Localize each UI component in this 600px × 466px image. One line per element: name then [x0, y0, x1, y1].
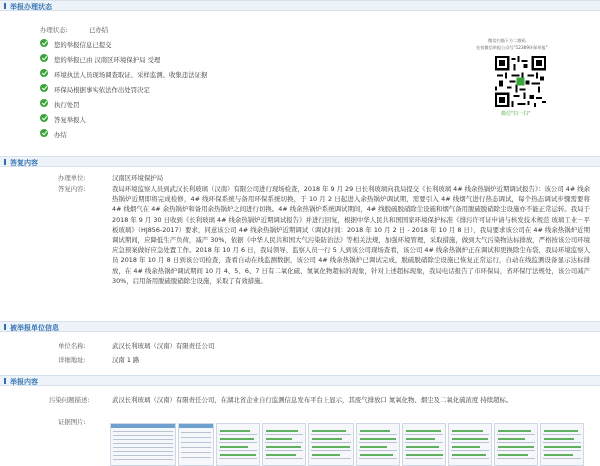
reply-section-title: 答复内容	[10, 159, 38, 167]
unit-section-title: 被举报单位信息	[10, 324, 59, 332]
evidence-image-7[interactable]	[402, 423, 446, 466]
status-value: 已办结	[89, 26, 109, 34]
evidence-image-3[interactable]	[216, 423, 260, 466]
step-label: 办结	[54, 130, 67, 139]
evidence-image-9[interactable]	[494, 423, 538, 466]
process-section-header	[0, 0, 600, 11]
reply-section-header	[0, 156, 600, 167]
reply-unit-value: 汉南区环境保护局	[112, 174, 164, 182]
report-section-header	[0, 375, 600, 386]
report-section-title: 举报内容	[10, 378, 38, 386]
evidence-image-4[interactable]	[262, 423, 306, 466]
step-label: 环境执法人员现场调查取证、采样监测、收集违法证据	[54, 70, 208, 79]
unit-name-value: 武汉长利玻璃（汉南）有限责任公司	[112, 342, 215, 350]
section-marker	[4, 3, 6, 9]
report-desc-value: 武汉长利玻璃（汉南）有限责任公司，在湖北省企业自行监测信息发布平台上显示，其废气排放口 氮氧化物、烟尘及二氧化硫浓度 持续超标。	[112, 396, 513, 404]
check-icon	[40, 129, 48, 137]
check-icon	[40, 39, 48, 47]
check-icon	[40, 69, 48, 77]
unit-name-label: 单位名称:	[58, 342, 86, 350]
check-icon	[40, 84, 48, 92]
qr-caption-3: 微信"扫一扫"	[501, 111, 531, 117]
wechat-qr-code	[495, 56, 546, 107]
reply-content-text: 我局环境监察人员到武汉长利玻璃（汉南）有限公司进行现场检查，2018 年 9 月 29 日长利玻璃向我局提交《长利玻璃 4# 线余热锅炉近期调试报告》：该公司 4# 线余热锅炉近期即将完成检修，4# 线环保系统与备用环保系统切换，于 10 月 2 日起进入余热锅炉调试期，需要引入 4# 线烟气进行热态调试，每个热态调试步骤需要将 4# 线烟气在 4# 余热锅炉和备用余热锅炉之间进行切换。4# 线余热锅炉系统调试期间，4# 线脱硫脱硝除尘设施和烟气备用脱硫脱硝除尘设施亦不能正常运转。我局于 2018 年 9 月 30 日收到《长利玻璃 4# 线余热锅炉近期调试报告》并进行回复，根据中华人民共和国国家环境保护标准《排污许可证申请与核发技术规范 玻璃工业－平板玻璃》（HJ856-2017）要求，同意该公司 4# 线余热锅炉近期调试（调试时间：2018 年 10 月 2 日 - 2018 年 10 月 8 日），我局要求该公司在 4# 线余热锅炉近期调试期间，应降低生产负荷，减产 30%，依据《中华人民共和国大气污染防治法》等相关法规，加强环境管理，采取措施，做到大气污染物达标排放，严格按该公司环境应急预案做好应急处置工作。2018 年 10 月 6 日，我局领导、监察人员一行 5 人到该公司现场查看，该公司 4# 线余热锅炉正在调试和更换除尘布袋，我局环境监察人员 2018 年 10 月 8 日到该公司检查，查看自动在线监测数据，该公司 4# 线余热锅炉已调试完成，脱硫脱硝除尘设施已恢复正常运行，自动在线监测设备显示达标排放，在 4# 线余热锅炉调试期间 10 月 4、5、6、7 日有二氧化硫、氮氧化物超标的现象，针对上述超标现象，我局电话报告了市环保局，省环保厅法规处，该公司减产 30%，启用备用脱硫脱硝除尘设施，采取了有效措施。	[112, 185, 590, 285]
check-icon	[40, 99, 48, 107]
unit-section-header	[0, 321, 600, 332]
evidence-image-10[interactable]	[540, 423, 584, 466]
section-marker	[4, 324, 6, 330]
section-marker	[4, 159, 6, 165]
process-section-title: 举报办理状态	[10, 3, 52, 11]
evidence-image-8[interactable]	[448, 423, 492, 466]
evidence-image-6[interactable]	[356, 423, 400, 466]
evidence-label: 证据图片:	[58, 418, 86, 426]
unit-addr-value: 汉南 1 路	[112, 356, 140, 364]
check-icon	[40, 114, 48, 122]
step-label: 执行处罚	[54, 100, 80, 109]
qr-caption-2: 先扶微信举报公众号"12369环保举报"	[476, 45, 548, 50]
section-marker	[4, 378, 6, 384]
reply-unit-label: 办理单位:	[58, 174, 86, 182]
evidence-image-5[interactable]	[308, 423, 354, 466]
report-desc-label: 污染问题描述:	[49, 396, 90, 404]
step-label: 您的举报已由 汉南区环境保护局 受理	[54, 55, 161, 64]
reply-content-label: 答复内容:	[58, 185, 86, 193]
status-label: 办理状态:	[40, 26, 68, 34]
step-label: 环保局根据事实依法作出处罚决定	[54, 85, 150, 94]
qr-caption-1: 微信扫描下方二维码	[488, 38, 526, 43]
evidence-image-1[interactable]	[110, 423, 176, 466]
evidence-image-2[interactable]	[178, 423, 214, 466]
step-label: 答复举报人	[54, 115, 86, 124]
step-label: 您的举报信息已提交	[54, 40, 112, 49]
check-icon	[40, 54, 48, 62]
unit-addr-label: 详细地址:	[58, 356, 86, 364]
